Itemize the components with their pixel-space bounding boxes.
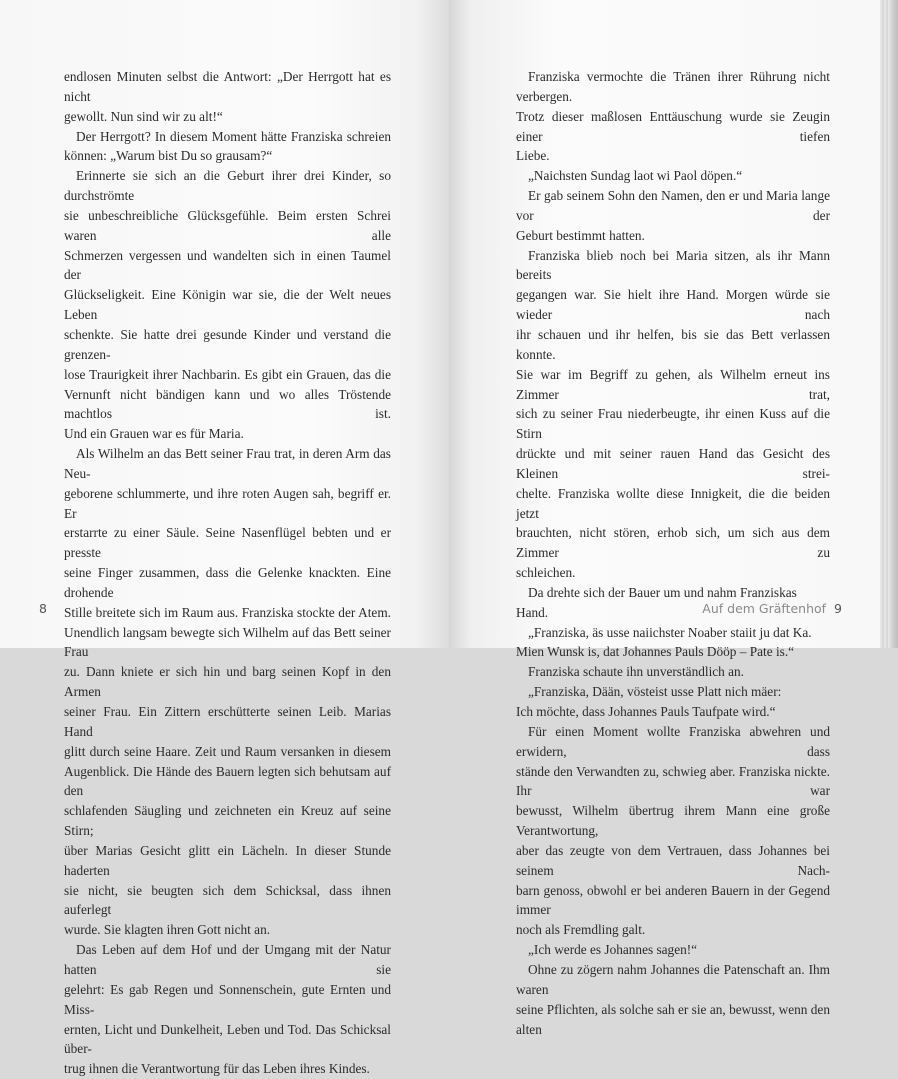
left-text-line: glitt durch seine Haare. Zeit und Raum versanken in diesem bbox=[64, 743, 391, 759]
right-text-line: schleichen. bbox=[516, 565, 576, 581]
running-head: Auf dem Gräftenhof bbox=[702, 601, 827, 616]
right-text-line: aber das zeugte von dem Vertrauen, dass Johannes bei seinem Nach- bbox=[516, 842, 830, 878]
right-text-line: sich zu seiner Frau niederbeugte, ihr einen Kuss auf die Stirn bbox=[516, 406, 830, 442]
left-text-line: Unendlich langsam bewegte sich Wilhelm auf das Bett seiner Frau bbox=[64, 624, 391, 660]
right-text-line: „Franziska, äs usse naiichster Noaber staiit ju dat Ka. bbox=[528, 624, 812, 640]
left-text-line: seiner Frau. Ein Zittern erschütterte seinen Leib. Marias Hand bbox=[64, 704, 391, 739]
left-text-line: Vernunft nicht bändigen kann und wo alles Tröstende machtlos ist. bbox=[64, 386, 391, 422]
right-text-line: „Ich werde es Johannes sagen!“ bbox=[528, 942, 698, 958]
left-text-line: wurde. Sie klagten ihren Gott nicht an. bbox=[64, 922, 271, 938]
right-text-line: chelte. Franziska wollte diese Innigkeit, die die beiden jetzt bbox=[516, 485, 830, 521]
right-text-line: stände den Verwandten zu, schwieg aber. Franziska nickte. Ihr war bbox=[516, 763, 830, 799]
right-text-line: Trotz dieser maßlosen Enttäuschung wurde sie Zeugin einer tiefen bbox=[516, 108, 830, 144]
right-text-line: Liebe. bbox=[516, 148, 550, 164]
left-text-line: ernten, Licht und Dunkelheit, Leben und Tod. Das Schicksal über- bbox=[64, 1021, 391, 1057]
left-text-line: erstarrte zu einer Säule. Seine Nasenflügel bebten und er presste bbox=[64, 525, 391, 561]
right-text-line: Ohne zu zögern nahm Johannes die Patenschaft an. Ihm waren bbox=[516, 961, 830, 997]
left-text-line: Schmerzen vergessen und wandelten sich in einen Taumel der bbox=[64, 247, 391, 283]
left-text-line: Stille breitete sich im Raum aus. Franziska stockte der Atem. bbox=[64, 604, 391, 620]
right-text-line: Er gab seinem Sohn den Namen, den er und Maria lange vor der bbox=[516, 188, 830, 223]
right-text-line: brauchten, nicht stören, erhob sich, um sich aus dem Zimmer zu bbox=[516, 525, 830, 561]
right-text-line: Da drehte sich der Bauer um und nahm Franziskas Hand. bbox=[516, 584, 797, 620]
right-text-line: gegangen war. Sie hielt ihre Hand. Morgen würde sie wieder nach bbox=[516, 287, 830, 323]
left-text-line: Und ein Grauen war es für Maria. bbox=[64, 426, 244, 442]
left-text-line: Glückseligkeit. Eine Königin war sie, die der Welt neues Leben bbox=[64, 287, 391, 323]
left-text-line: geborene schlummerte, und ihre roten Augen sah, begriff er. Er bbox=[64, 485, 391, 521]
right-text-line: „Naichsten Sundag laot wi Paol döpen.“ bbox=[528, 168, 743, 184]
left-page bbox=[0, 0, 449, 1077]
right-page-text bbox=[516, 67, 830, 1039]
left-text-line: Der Herrgott? In diesem Moment hätte Franziska schreien bbox=[76, 128, 391, 144]
left-text-line: über Marias Gesicht glitt ein Lächeln. In dieser Stunde haderten bbox=[64, 842, 391, 878]
left-text-line: gewollt. Nun sind wir zu alt!“ bbox=[64, 108, 223, 124]
page-number-left: 8 bbox=[39, 601, 47, 616]
page-edges bbox=[880, 0, 898, 648]
right-text-line: noch als Fremdling galt. bbox=[516, 922, 646, 938]
right-text-line: Sie war im Begriff zu gehen, als Wilhelm erneut ins Zimmer trat, bbox=[516, 366, 830, 402]
left-text-line: trug ihnen die Verantwortung für das Leben ihres Kindes. bbox=[64, 1061, 370, 1077]
right-text-line: Geburt bestimmt hatten. bbox=[516, 227, 645, 243]
left-text-line: schenkte. Sie hatte drei gesunde Kinder und verstand die grenzen- bbox=[64, 326, 391, 362]
right-text-line: Franziska blieb noch bei Maria sitzen, als ihr Mann bereits bbox=[516, 247, 830, 283]
left-text-line: können: „Warum bist Du so grausam?“ bbox=[64, 148, 273, 164]
right-text-line: barn genoss, obwohl er bei anderen Bauern in der Gegend immer bbox=[516, 882, 830, 918]
right-text-line: seine Pflichten, als solche sah er sie an, bewusst, wenn den alten bbox=[516, 1001, 830, 1037]
left-text-line: seine Finger zusammen, dass die Gelenke knackten. Eine drohende bbox=[64, 565, 391, 600]
right-text-line: drückte und mit seiner rauen Hand das Gesicht des Kleinen strei- bbox=[516, 446, 830, 481]
right-text-line: „Franziska, Dään, vösteist usse Platt nich mäer: bbox=[528, 684, 782, 700]
right-text-line: Franziska vermochte die Tränen ihrer Rührung nicht verbergen. bbox=[516, 69, 830, 104]
page-number-right: 9 bbox=[834, 601, 842, 616]
right-text-line: Franziska schaute ihn unverständlich an. bbox=[528, 664, 745, 680]
left-text-line: Das Leben auf dem Hof und der Umgang mit der Natur hatten sie bbox=[64, 942, 391, 977]
left-text-line: Erinnerte sie sich an die Geburt ihrer drei Kinder, so durchströmte bbox=[64, 168, 391, 204]
left-text-line: lose Traurigkeit ihrer Nachbarin. Es gibt ein Grauen, das die bbox=[64, 366, 391, 382]
left-text-line: schlafenden Säugling und zeichneten ein Kreuz auf seine Stirn; bbox=[64, 803, 391, 839]
left-text-line: Augenblick. Die Hände des Bauern legten sich behutsam auf den bbox=[64, 763, 391, 799]
left-text-line: sie unbeschreibliche Glücksgefühle. Beim ersten Schrei waren alle bbox=[64, 207, 391, 243]
left-page-text bbox=[64, 67, 391, 1079]
left-text-line: endlosen Minuten selbst die Antwort: „Der Herrgott hat es nicht bbox=[64, 69, 391, 104]
page-footer-right bbox=[702, 601, 842, 616]
right-text-line: ihr schauen und ihr helfen, bis sie das Bett verlassen konnte. bbox=[516, 326, 830, 362]
right-page bbox=[449, 0, 880, 1037]
left-text-line: gelehrt: Es gab Regen und Sonnenschein, gute Ernten und Miss- bbox=[64, 981, 391, 1017]
right-text-line: bewusst, Wilhelm übertrug ihrem Mann eine große Verantwortung, bbox=[516, 803, 830, 839]
left-text-line: sie nicht, sie beugten sich dem Schicksal, dass ihnen auferlegt bbox=[64, 882, 391, 918]
left-text-line: zu. Dann kniete er sich hin und barg seinen Kopf in den Armen bbox=[64, 664, 391, 700]
right-text-line: Für einen Moment wollte Franziska abwehren und erwidern, dass bbox=[516, 723, 830, 759]
right-text-line: Ich möchte, dass Johannes Pauls Taufpate wird.“ bbox=[516, 704, 776, 719]
left-text-line: Als Wilhelm an das Bett seiner Frau trat, in deren Arm das Neu- bbox=[64, 446, 391, 481]
right-text-line: Mien Wunsk is, dat Johannes Pauls Dööp – Pate is.“ bbox=[516, 644, 795, 660]
